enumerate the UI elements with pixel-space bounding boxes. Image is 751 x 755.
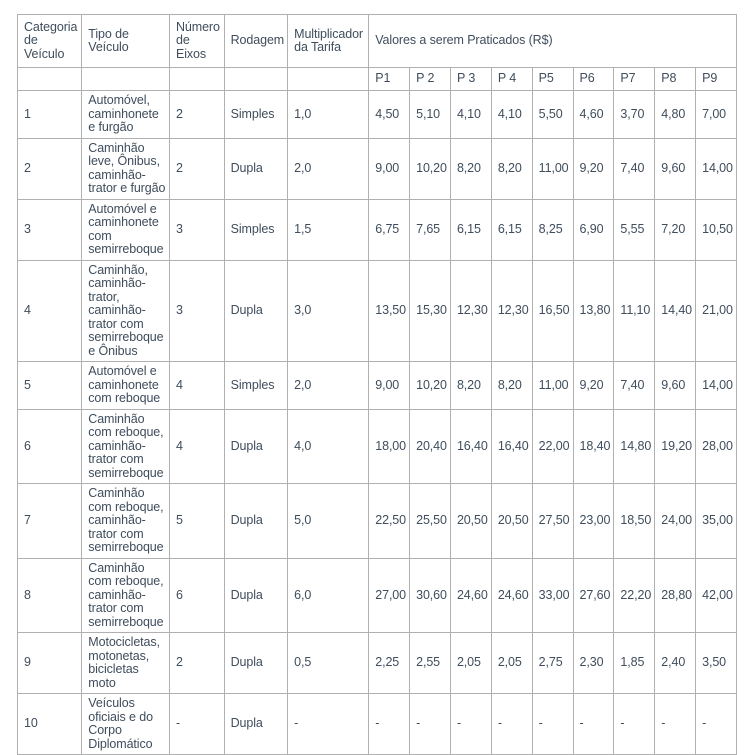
empty-cell [82,68,170,91]
cell-price-p4: 2,05 [491,633,532,694]
price-col-header-p9: P9 [696,68,737,91]
cell-price-p7: 11,10 [614,260,655,362]
cell-multiplicador: 1,5 [288,199,369,260]
cell-categoria: 3 [18,199,82,260]
price-col-header-p5: P5 [532,68,573,91]
cell-rodagem: Simples [224,362,288,410]
cell-price-p2: 25,50 [410,484,451,559]
cell-price-p9: 21,00 [696,260,737,362]
cell-price-p8: - [655,694,696,755]
cell-multiplicador: 4,0 [288,409,369,484]
cell-price-p3: 4,10 [450,91,491,139]
price-col-header-p1: P1 [369,68,410,91]
cell-price-p9: 10,50 [696,199,737,260]
cell-price-p1: 27,00 [369,558,410,633]
cell-multiplicador: - [288,694,369,755]
price-col-header-p4: P 4 [491,68,532,91]
table-row [18,633,737,694]
cell-eixos: 2 [169,138,224,199]
cell-price-p5: 27,50 [532,484,573,559]
table-row [18,558,737,633]
cell-price-p4: 6,15 [491,199,532,260]
cell-price-p3: 8,20 [450,138,491,199]
cell-tipo: Caminhão com reboque, caminhão-trator com semirreboque [82,484,170,559]
cell-price-p7: - [614,694,655,755]
cell-price-p5: 2,75 [532,633,573,694]
cell-price-p1: 13,50 [369,260,410,362]
cell-price-p5: 8,25 [532,199,573,260]
cell-price-p6: 2,30 [573,633,614,694]
col-header-eixos: Número de Eixos [169,15,224,68]
cell-price-p4: - [491,694,532,755]
cell-price-p6: 18,40 [573,409,614,484]
cell-categoria: 4 [18,260,82,362]
cell-categoria: 1 [18,91,82,139]
cell-price-p9: 35,00 [696,484,737,559]
cell-price-p7: 5,55 [614,199,655,260]
cell-price-p3: 8,20 [450,362,491,410]
col-header-rodagem: Rodagem [224,15,288,68]
cell-price-p8: 9,60 [655,138,696,199]
col-header-valores: Valores a serem Praticados (R$) [369,15,737,68]
cell-price-p2: 2,55 [410,633,451,694]
cell-price-p9: 7,00 [696,91,737,139]
empty-cell [169,68,224,91]
cell-tipo: Caminhão com reboque, caminhão-trator com semirreboque [82,409,170,484]
cell-price-p5: - [532,694,573,755]
cell-tipo: Veículos oficiais e do Corpo Diplomático [82,694,170,755]
cell-price-p6: 27,60 [573,558,614,633]
cell-tipo: Automóvel e caminhonete com semirreboque [82,199,170,260]
cell-price-p3: 2,05 [450,633,491,694]
cell-price-p2: 30,60 [410,558,451,633]
table-row [18,484,737,559]
cell-price-p8: 24,00 [655,484,696,559]
cell-eixos: 2 [169,633,224,694]
cell-price-p8: 14,40 [655,260,696,362]
cell-rodagem: Dupla [224,409,288,484]
cell-price-p2: 5,10 [410,91,451,139]
cell-eixos: 2 [169,91,224,139]
col-header-multiplicador: Multiplicador da Tarifa [288,15,369,68]
cell-price-p2: 7,65 [410,199,451,260]
cell-price-p6: 13,80 [573,260,614,362]
cell-price-p3: - [450,694,491,755]
cell-eixos: 3 [169,199,224,260]
table-row [18,409,737,484]
cell-categoria: 2 [18,138,82,199]
cell-price-p4: 12,30 [491,260,532,362]
header-row [18,15,737,68]
cell-categoria: 8 [18,558,82,633]
cell-price-p1: 2,25 [369,633,410,694]
cell-rodagem: Dupla [224,694,288,755]
cell-price-p6: 9,20 [573,362,614,410]
cell-price-p6: 9,20 [573,138,614,199]
cell-price-p3: 16,40 [450,409,491,484]
cell-rodagem: Dupla [224,633,288,694]
cell-price-p8: 28,80 [655,558,696,633]
empty-cell [288,68,369,91]
cell-rodagem: Dupla [224,138,288,199]
cell-price-p9: 14,00 [696,138,737,199]
cell-eixos: 3 [169,260,224,362]
cell-price-p7: 14,80 [614,409,655,484]
cell-price-p5: 22,00 [532,409,573,484]
price-col-header-p7: P7 [614,68,655,91]
col-header-categoria: Categoria de Veículo [18,15,82,68]
cell-categoria: 6 [18,409,82,484]
cell-price-p5: 5,50 [532,91,573,139]
table-row [18,362,737,410]
cell-price-p2: 10,20 [410,362,451,410]
cell-categoria: 9 [18,633,82,694]
price-col-header-p6: P6 [573,68,614,91]
cell-price-p4: 16,40 [491,409,532,484]
cell-price-p3: 6,15 [450,199,491,260]
cell-price-p3: 20,50 [450,484,491,559]
cell-rodagem: Simples [224,91,288,139]
cell-multiplicador: 5,0 [288,484,369,559]
table-row [18,138,737,199]
cell-rodagem: Dupla [224,260,288,362]
cell-eixos: 6 [169,558,224,633]
cell-price-p5: 11,00 [532,362,573,410]
cell-price-p4: 20,50 [491,484,532,559]
cell-multiplicador: 1,0 [288,91,369,139]
cell-price-p1: 22,50 [369,484,410,559]
cell-price-p7: 7,40 [614,362,655,410]
empty-cell [18,68,82,91]
cell-tipo: Caminhão, caminhão-trator, caminhão-trator com semirreboque e Ônibus [82,260,170,362]
cell-eixos: 4 [169,362,224,410]
empty-cell [224,68,288,91]
cell-price-p4: 8,20 [491,138,532,199]
cell-price-p9: 14,00 [696,362,737,410]
cell-price-p1: 9,00 [369,138,410,199]
cell-rodagem: Dupla [224,484,288,559]
cell-price-p1: 6,75 [369,199,410,260]
cell-price-p8: 7,20 [655,199,696,260]
cell-price-p4: 24,60 [491,558,532,633]
cell-price-p1: - [369,694,410,755]
cell-tipo: Automóvel e caminhonete com reboque [82,362,170,410]
cell-tipo: Caminhão leve, Ônibus, caminhão-trator e furgão [82,138,170,199]
cell-price-p2: 15,30 [410,260,451,362]
cell-price-p2: 20,40 [410,409,451,484]
cell-categoria: 10 [18,694,82,755]
cell-multiplicador: 6,0 [288,558,369,633]
cell-price-p5: 16,50 [532,260,573,362]
cell-price-p3: 24,60 [450,558,491,633]
cell-price-p1: 9,00 [369,362,410,410]
cell-multiplicador: 2,0 [288,362,369,410]
cell-price-p1: 4,50 [369,91,410,139]
cell-price-p9: - [696,694,737,755]
cell-price-p5: 11,00 [532,138,573,199]
cell-price-p4: 8,20 [491,362,532,410]
cell-price-p9: 28,00 [696,409,737,484]
price-col-header-p3: P 3 [450,68,491,91]
cell-eixos: 5 [169,484,224,559]
table-row [18,694,737,755]
price-col-header-p2: P 2 [410,68,451,91]
table-row [18,260,737,362]
tariff-table [17,14,737,755]
cell-price-p6: - [573,694,614,755]
cell-tipo: Caminhão com reboque, caminhão-trator com semirreboque [82,558,170,633]
cell-categoria: 7 [18,484,82,559]
cell-price-p8: 4,80 [655,91,696,139]
cell-price-p8: 19,20 [655,409,696,484]
cell-price-p5: 33,00 [532,558,573,633]
cell-rodagem: Dupla [224,558,288,633]
cell-price-p4: 4,10 [491,91,532,139]
cell-price-p2: 10,20 [410,138,451,199]
price-col-header-p8: P8 [655,68,696,91]
cell-price-p7: 22,20 [614,558,655,633]
cell-tipo: Motocicletas, motonetas, bicicletas moto [82,633,170,694]
cell-tipo: Automóvel, caminhonete e furgão [82,91,170,139]
cell-rodagem: Simples [224,199,288,260]
cell-price-p9: 3,50 [696,633,737,694]
cell-price-p7: 18,50 [614,484,655,559]
cell-price-p6: 4,60 [573,91,614,139]
cell-price-p9: 42,00 [696,558,737,633]
price-header-row [18,68,737,91]
cell-price-p7: 3,70 [614,91,655,139]
cell-price-p2: - [410,694,451,755]
cell-eixos: 4 [169,409,224,484]
cell-price-p7: 1,85 [614,633,655,694]
cell-price-p3: 12,30 [450,260,491,362]
cell-price-p8: 9,60 [655,362,696,410]
table-row [18,199,737,260]
cell-price-p8: 2,40 [655,633,696,694]
cell-eixos: - [169,694,224,755]
cell-price-p1: 18,00 [369,409,410,484]
cell-price-p7: 7,40 [614,138,655,199]
cell-multiplicador: 0,5 [288,633,369,694]
cell-price-p6: 23,00 [573,484,614,559]
cell-categoria: 5 [18,362,82,410]
table-row [18,91,737,139]
cell-multiplicador: 2,0 [288,138,369,199]
cell-price-p6: 6,90 [573,199,614,260]
col-header-tipo: Tipo de Veículo [82,15,170,68]
cell-multiplicador: 3,0 [288,260,369,362]
